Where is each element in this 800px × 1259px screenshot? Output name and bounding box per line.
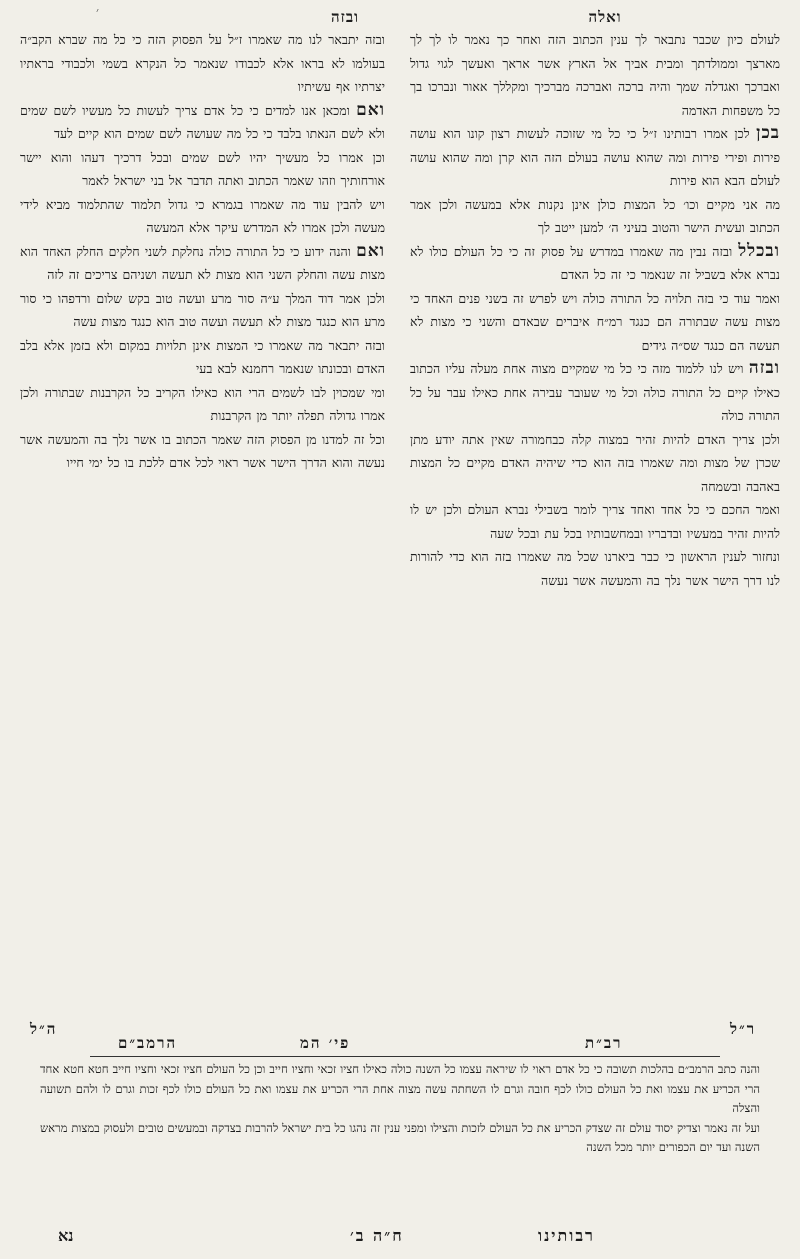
footer-signature: ח״ה ב׳ bbox=[350, 1226, 404, 1245]
page-number: נא bbox=[58, 1226, 74, 1245]
divider-rule bbox=[90, 1056, 720, 1057]
inline-heading: בכן bbox=[756, 123, 780, 143]
page-footer bbox=[0, 1226, 800, 1250]
paragraph: ולכן אמר דוד המלך ע״ה סור מרע ועשה טוב בקש שלום ורדפהו כי סור מרע הוא כנגד מצות לא תעשה ועשה טוב הוא כנגד מצות עשה bbox=[20, 290, 385, 329]
commentary-heads bbox=[0, 1034, 800, 1056]
paragraph: וכן אמרו כל מעשיך יהיו לשם שמים ובכל דרכיך דעהו והוא יישר אורחותיך וזהו שאמר הכתוב ואתה תדבר אל בני ישראל לאמר bbox=[20, 149, 385, 188]
column-gutter bbox=[396, 30, 397, 1020]
footer-catchword: רבותינו bbox=[538, 1226, 595, 1245]
paragraph: ואמר החכם כי כל אחד ואחד צריך לומר בשבילי נברא העולם ולכן יש לו להיות זהיר במעשיו ובדבריו ובמחשבותיו בכל עת ובכל שעה bbox=[410, 502, 780, 541]
commentary-text bbox=[40, 1060, 760, 1218]
paragraph: והנה כתב הרמב״ם בהלכות תשובה כי כל אדם ראוי לו שיראה עצמו כל השנה כולה כאילו חציו זכאי וחציו חייב וכן כל העולם חציו זכאי וחציו חייב חטא חטא אחד הרי הכריע את עצמו ואת כל העולם כולו לכף חובה וגרם לו השחתה עשה מצוה אחת הרי הכריע את עצמו ואת כל העולם כולו לכף זכות וגרם לו ולהם תשועה והצלה bbox=[40, 1062, 760, 1115]
paragraph: וכל זה למדנו מן הפסוק הזה שאמר הכתוב בו אשר נלך בה והמעשה אשר נעשה והוא הדרך הישר אשר ראוי לכל אדם ללכת בו כל ימי חייו bbox=[20, 431, 385, 470]
inline-heading: ואם bbox=[356, 240, 385, 261]
paragraph: ולכן צריך האדם להיות זהיר במצוה קלה כבחמורה שאין אתה יודע מתן שכרן של מצות ומה שאמרו בזה הוא כדי שיהיה האדם מקיים כל המצות באהבה ובשמחה bbox=[410, 431, 780, 494]
text-column-right bbox=[410, 28, 780, 1028]
inline-heading: ובכלל bbox=[738, 240, 780, 261]
paragraph: ומי שמכוין לבו לשמים הרי הוא כאילו הקריב כל הקרבנות שבתורה ולכן אמרו גדולה תפלה יותר מן הקרבנות bbox=[20, 384, 385, 423]
commentary-head: רב״ת bbox=[585, 1034, 623, 1052]
inline-heading: ובזה bbox=[748, 358, 780, 378]
paragraph: לעולם כיון שכבר נתבאר לך ענין הכתוב הזה ואחר כך נאמר לו לך לך מארצך וממולדתך ומבית אביך אל הארץ אשר אראך ואעשך לגוי גדול ואברכך ואגדלה שמך והיה ברכה ואברכה מברכיך ומקללך אאור ונברכו בך כל משפחות האדמה bbox=[410, 32, 780, 118]
paragraph: ויש להבין עוד מה שאמרו בגמרא כי גדול תלמוד שהתלמוד מביא לידי מעשה ולכן אמרו לא המדרש עיקר אלא המעשה bbox=[20, 196, 385, 235]
commentary-head: פי׳ המ bbox=[300, 1034, 351, 1052]
paragraph: ואם ומכאן אנו למדים כי כל אדם צריך לעשות כל מעשיו לשם שמים ולא לשם הנאתו בלבד כי כל מה שעושה לשם שמים הוא קיים לעד bbox=[20, 99, 385, 141]
inline-heading: ואם bbox=[356, 99, 385, 120]
paragraph: ועל זה נאמר וצדיק יסוד עולם זה שצדק הכריע את כל העולם לזכות והצילו ומפני ענין זה נהגו כל בית ישראל להרבות בצדקה ובמעשים טובים ולעסוק במצות מראש השנה ועד יום הכפורים יותר מכל השנה bbox=[40, 1120, 760, 1154]
paragraph: מה אני מקיים וכו׳ כל המצות כולן אינן נקנות אלא במעשה ולכן אמר הכתוב ועשית הישר והטוב בעיני ה׳ למען ייטב לך bbox=[410, 196, 780, 235]
paragraph: בכן לכן אמרו רבותינו ז״ל כי כל מי שזוכה לעשות רצון קונו הוא עושה פירות ופירי פירות ומה שהוא עושה בעולם הזה הוא קרן ומה שהוא עושה לעולם הבא הוא פירות bbox=[410, 123, 780, 188]
paragraph: ובכלל ובזה נבין מה שאמרו במדרש על פסוק זה כי כל העולם כולו לא נברא אלא בשביל זה שנאמר כי זה כל האדם bbox=[410, 240, 780, 282]
running-head-right-column: ובזה bbox=[331, 8, 359, 26]
paragraph: ובזה יתבאר מה שאמרו כי המצות אינן תלויות במקום ולא בזמן אלא בלב האדם ובכונתו שנאמר רחמנא לבא בעי bbox=[20, 337, 385, 376]
text-column-left bbox=[20, 28, 385, 1028]
commentary-head: הרמב״ם bbox=[118, 1034, 178, 1052]
margin-mark: ׳ bbox=[96, 5, 100, 20]
paragraph: ואמר עוד כי בזה תלויה כל התורה כולה ויש לפרש זה בשני פנים האחד כי מצות עשה שבתורה הם כנגד רמ״ח איברים שבאדם והשני כי מצות לא תעשה הם כנגד שס״ה גידים bbox=[410, 290, 780, 353]
column-foot-mark-left: ה״ל bbox=[30, 1020, 58, 1038]
column-foot-mark-right: ר״ל bbox=[730, 1020, 757, 1038]
running-head-left-column: ואלה bbox=[588, 8, 622, 26]
paragraph: ובזה יתבאר לנו מה שאמרו ז״ל על הפסוק הזה כי כל מה שברא הקב״ה בעולמו לא בראו אלא לכבודו שנאמר כל הנקרא בשמי ולכבודי בראתיו יצרתיו אף עשיתיו bbox=[20, 32, 385, 94]
paragraph: ואם והנה ידוע כי כל התורה כולה נחלקת לשני חלקים החלק האחד הוא מצות עשה והחלק השני הוא מצות לא תעשה ושניהם צריכים זה לזה bbox=[20, 240, 385, 282]
paragraph: ונחזור לענין הראשון כי כבר ביארנו שכל מה שאמרו בזה הוא כדי להורות לנו דרך הישר אשר נלך בה והמעשה אשר נעשה bbox=[410, 549, 780, 588]
paragraph: ובזה ויש לנו ללמוד מזה כי כל מי שמקיים מצוה אחת מעלה עליו הכתוב כאילו קיים כל התורה כולה וכל מי שעובר עבירה אחת כאילו עבר על כל התורה כולה bbox=[410, 358, 780, 423]
